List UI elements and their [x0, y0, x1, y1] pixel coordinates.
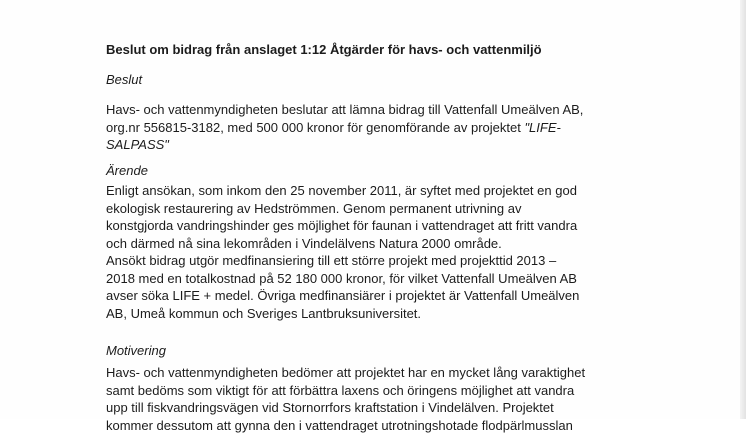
section-beslut-paragraph [106, 101, 666, 154]
paragraph-line-text: org.nr 556815-3182, med 500 000 kronor för genomförande av projektet [106, 120, 524, 135]
section-heading-arende: Ärende [106, 163, 666, 179]
page-edge [740, 0, 746, 419]
paragraph-line: och därmed nå sina lekområden i Vindelälvens Natura 2000 område. [106, 235, 666, 253]
section-motivering-paragraph [106, 364, 666, 434]
paragraph-line: konstgjorda vandringshinder ges möjlighet för faunan i vattendraget att fritt vandra [106, 217, 666, 235]
section-heading-beslut: Beslut [106, 72, 666, 88]
section-arende-paragraph-2 [106, 252, 666, 322]
paragraph-line: kommer dessutom att gynna den i vattendraget utrotningshotade flodpärlmusslan [106, 417, 666, 434]
paragraph-line: ekologisk restaurering av Hedströmmen. Genom permanent utrivning av [106, 200, 666, 218]
section-heading-motivering: Motivering [106, 343, 666, 359]
paragraph-line [106, 136, 666, 154]
paragraph-line: Enligt ansökan, som inkom den 25 november 2011, är syftet med projektet en god [106, 182, 666, 200]
paragraph-line: upp till fiskvandringsvägen vid Stornorrfors kraftstation i Vindelälven. Projektet [106, 399, 666, 417]
paragraph-line: samt bedöms som viktigt för att förbättra laxens och öringens möjlighet att vandra [106, 382, 666, 400]
paragraph-line: Havs- och vattenmyndigheten bedömer att projektet har en mycket lång varaktighet [106, 364, 666, 382]
section-arende-paragraph-1 [106, 182, 666, 252]
paragraph-line: AB, Umeå kommun och Sveriges Lantbruksuniversitet. [106, 305, 666, 323]
paragraph-line [106, 119, 666, 137]
project-name: "LIFE- [524, 120, 560, 135]
document-title: Beslut om bidrag från anslaget 1:12 Åtgärder för havs- och vattenmiljö [106, 42, 666, 58]
paragraph-line: Havs- och vattenmyndigheten beslutar att lämna bidrag till Vattenfall Umeälven AB, [106, 101, 666, 119]
paragraph-line: avser söka LIFE + medel. Övriga medfinansiärer i projektet är Vattenfall Umeälven [106, 287, 666, 305]
project-name-end: SALPASS" [106, 137, 169, 152]
paragraph-line: Ansökt bidrag utgör medfinansiering till ett större projekt med projekttid 2013 – [106, 252, 666, 270]
paragraph-line: 2018 med en totalkostnad på 52 180 000 kronor, för vilket Vattenfall Umeälven AB [106, 270, 666, 288]
